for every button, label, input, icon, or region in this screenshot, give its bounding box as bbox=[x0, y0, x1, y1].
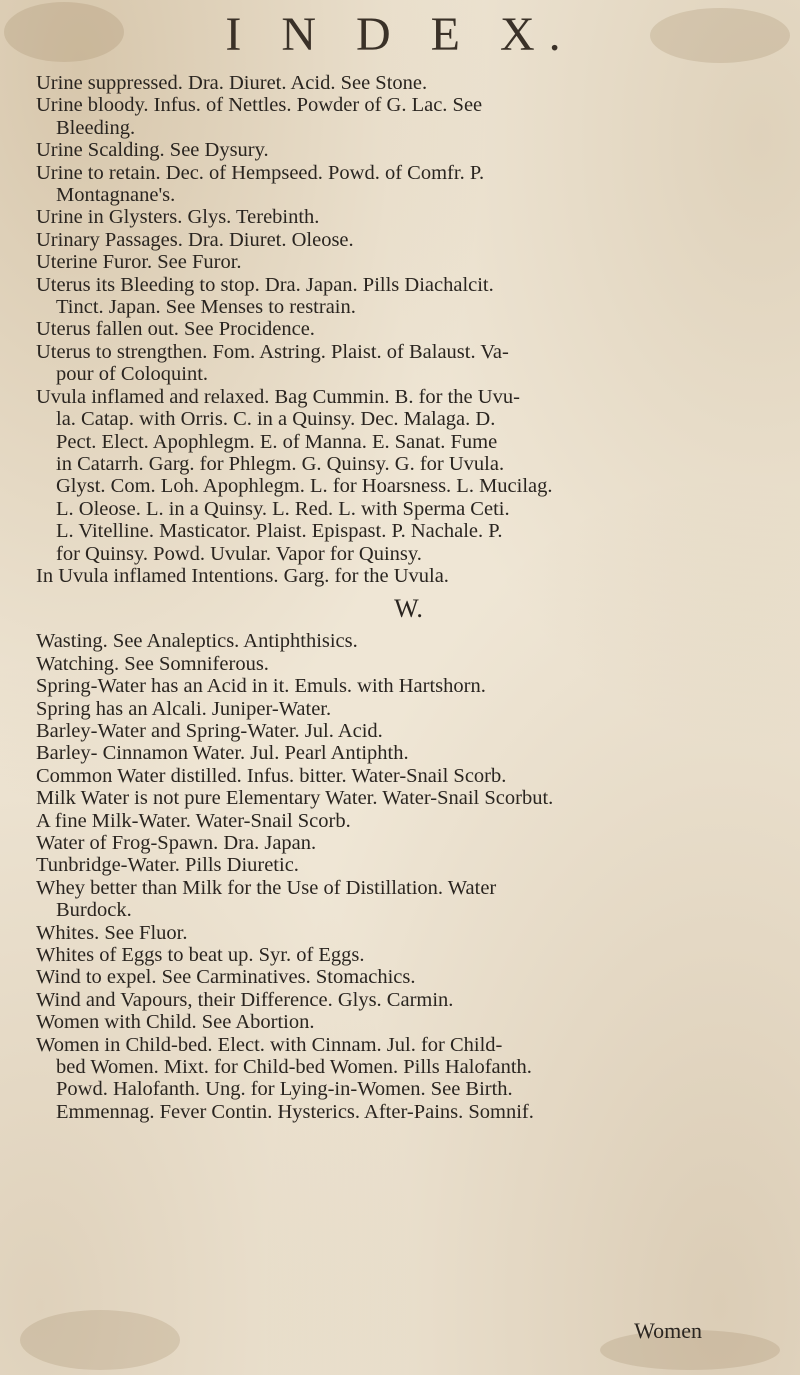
index-entry bbox=[36, 72, 781, 94]
index-entry bbox=[36, 653, 781, 675]
entry-continuation-line: la. Catap. with Orris. C. in a Quinsy. Dec. Malaga. D. bbox=[56, 408, 496, 431]
index-entry bbox=[36, 565, 781, 587]
entry-line: Spring has an Alcali. Juniper-Water. bbox=[36, 697, 332, 720]
entry-line: A fine Milk-Water. Water-Snail Scorb. bbox=[36, 809, 351, 832]
paper-stain bbox=[20, 1310, 180, 1370]
entry-line: Urine suppressed. Dra. Diuret. Acid. See Stone. bbox=[36, 72, 428, 94]
entry-continuation-line: Emmennag. Fever Contin. Hysterics. After-Pains. Somnif. bbox=[56, 1100, 534, 1123]
index-section-u bbox=[36, 72, 781, 587]
index-entry bbox=[36, 742, 781, 764]
index-section-w bbox=[36, 630, 781, 1123]
entry-line: Urine in Glysters. Glys. Terebinth. bbox=[36, 206, 320, 229]
index-entry bbox=[36, 206, 781, 228]
entry-line: Tunbridge-Water. Pills Diuretic. bbox=[36, 854, 299, 877]
index-entry bbox=[36, 765, 781, 787]
entry-continuation-line: Pect. Elect. Apophlegm. E. of Manna. E. Sanat. Fume bbox=[56, 430, 498, 453]
entry-continuation-line: for Quinsy. Powd. Uvular. Vapor for Quinsy. bbox=[56, 542, 422, 565]
entry-continuation-line: Burdock. bbox=[56, 899, 132, 922]
entry-continuation-line: Montagnane's. bbox=[56, 184, 176, 207]
index-entry bbox=[36, 698, 781, 720]
entry-line: Whites of Eggs to beat up. Syr. of Eggs. bbox=[36, 944, 365, 967]
index-entry bbox=[36, 787, 781, 809]
index-entry bbox=[36, 675, 781, 697]
entry-line: Watching. See Somniferous. bbox=[36, 652, 269, 675]
entry-line: Uterus its Bleeding to stop. Dra. Japan. Pills Diachalcit. bbox=[36, 273, 494, 296]
entry-line: In Uvula inflamed Intentions. Garg. for the Uvula. bbox=[36, 564, 449, 587]
index-entry bbox=[36, 944, 781, 966]
letter-heading-w: W. bbox=[394, 594, 423, 624]
entry-line: Barley- Cinnamon Water. Jul. Pearl Antiphth. bbox=[36, 742, 409, 765]
index-entry bbox=[36, 229, 781, 251]
entry-line: Uvula inflamed and relaxed. Bag Cummin. B. for the Uvu- bbox=[36, 385, 520, 408]
index-entry bbox=[36, 922, 781, 944]
entry-continuation-line: pour of Coloquint. bbox=[56, 363, 209, 386]
index-entry bbox=[36, 139, 781, 161]
entry-line: Common Water distilled. Infus. bitter. Water-Snail Scorb. bbox=[36, 764, 507, 787]
entry-continuation-line: Powd. Halofanth. Ung. for Lying-in-Women. See Birth. bbox=[56, 1078, 513, 1101]
index-entry bbox=[36, 810, 781, 832]
entry-continuation-line: Bleeding. bbox=[56, 116, 136, 139]
entry-line: Uterus fallen out. See Procidence. bbox=[36, 318, 315, 341]
entry-line: Wasting. See Analeptics. Antiphthisics. bbox=[36, 630, 358, 653]
entry-line: Whites. See Fluor. bbox=[36, 921, 188, 944]
index-entry bbox=[36, 989, 781, 1011]
entry-line: Uterine Furor. See Furor. bbox=[36, 251, 242, 274]
entry-line: Uterus to strengthen. Fom. Astring. Plaist. of Balaust. Va- bbox=[36, 340, 509, 363]
index-entry bbox=[36, 1034, 781, 1124]
index-entry bbox=[36, 251, 781, 273]
index-entry bbox=[36, 274, 781, 319]
index-entry bbox=[36, 94, 781, 139]
index-entry bbox=[36, 854, 781, 876]
entry-line: Wind to expel. See Carminatives. Stomachics. bbox=[36, 966, 416, 989]
entry-line: Urinary Passages. Dra. Diuret. Oleose. bbox=[36, 228, 354, 251]
index-entry bbox=[36, 341, 781, 386]
entry-continuation-line: Tinct. Japan. See Menses to restrain. bbox=[56, 296, 356, 319]
entry-line: Barley-Water and Spring-Water. Jul. Acid. bbox=[36, 719, 383, 742]
entry-continuation-line: Glyst. Com. Loh. Apophlegm. L. for Hoarsness. L. Mucilag. bbox=[56, 475, 553, 498]
catchword: Women bbox=[634, 1318, 702, 1343]
running-head: I N D E X. bbox=[225, 8, 575, 61]
entry-continuation-line: L. Oleose. L. in a Quinsy. L. Red. L. with Sperma Ceti. bbox=[56, 497, 510, 520]
entry-continuation-line: bed Women. Mixt. for Child-bed Women. Pills Halofanth. bbox=[56, 1056, 532, 1079]
entry-line: Spring-Water has an Acid in it. Emuls. with Hartshorn. bbox=[36, 675, 486, 698]
entry-line: Wind and Vapours, their Difference. Glys. Carmin. bbox=[36, 988, 454, 1011]
entry-continuation-line: in Catarrh. Garg. for Phlegm. G. Quinsy. G. for Uvula. bbox=[56, 452, 505, 475]
entry-continuation-line: L. Vitelline. Masticator. Plaist. Epispast. P. Nachale. P. bbox=[56, 520, 503, 543]
entry-line: Water of Frog-Spawn. Dra. Japan. bbox=[36, 832, 317, 854]
index-entry bbox=[36, 1011, 781, 1033]
index-entry bbox=[36, 832, 781, 854]
index-entry bbox=[36, 318, 781, 340]
entry-line: Milk Water is not pure Elementary Water. Water-Snail Scorbut. bbox=[36, 787, 554, 810]
index-body bbox=[36, 72, 781, 1123]
entry-line: Urine to retain. Dec. of Hempseed. Powd. of Comfr. P. bbox=[36, 161, 485, 184]
entry-line: Urine bloody. Infus. of Nettles. Powder of G. Lac. See bbox=[36, 94, 483, 117]
index-entry bbox=[36, 720, 781, 742]
entry-line: Women in Child-bed. Elect. with Cinnam. Jul. for Child- bbox=[36, 1033, 503, 1056]
index-entry bbox=[36, 162, 781, 207]
index-entry bbox=[36, 386, 781, 565]
index-entry bbox=[36, 966, 781, 988]
entry-line: Urine Scalding. See Dysury. bbox=[36, 139, 269, 162]
entry-line: Women with Child. See Abortion. bbox=[36, 1011, 315, 1034]
index-entry bbox=[36, 877, 781, 922]
entry-line: Whey better than Milk for the Use of Distillation. Water bbox=[36, 876, 497, 899]
index-entry bbox=[36, 630, 781, 652]
